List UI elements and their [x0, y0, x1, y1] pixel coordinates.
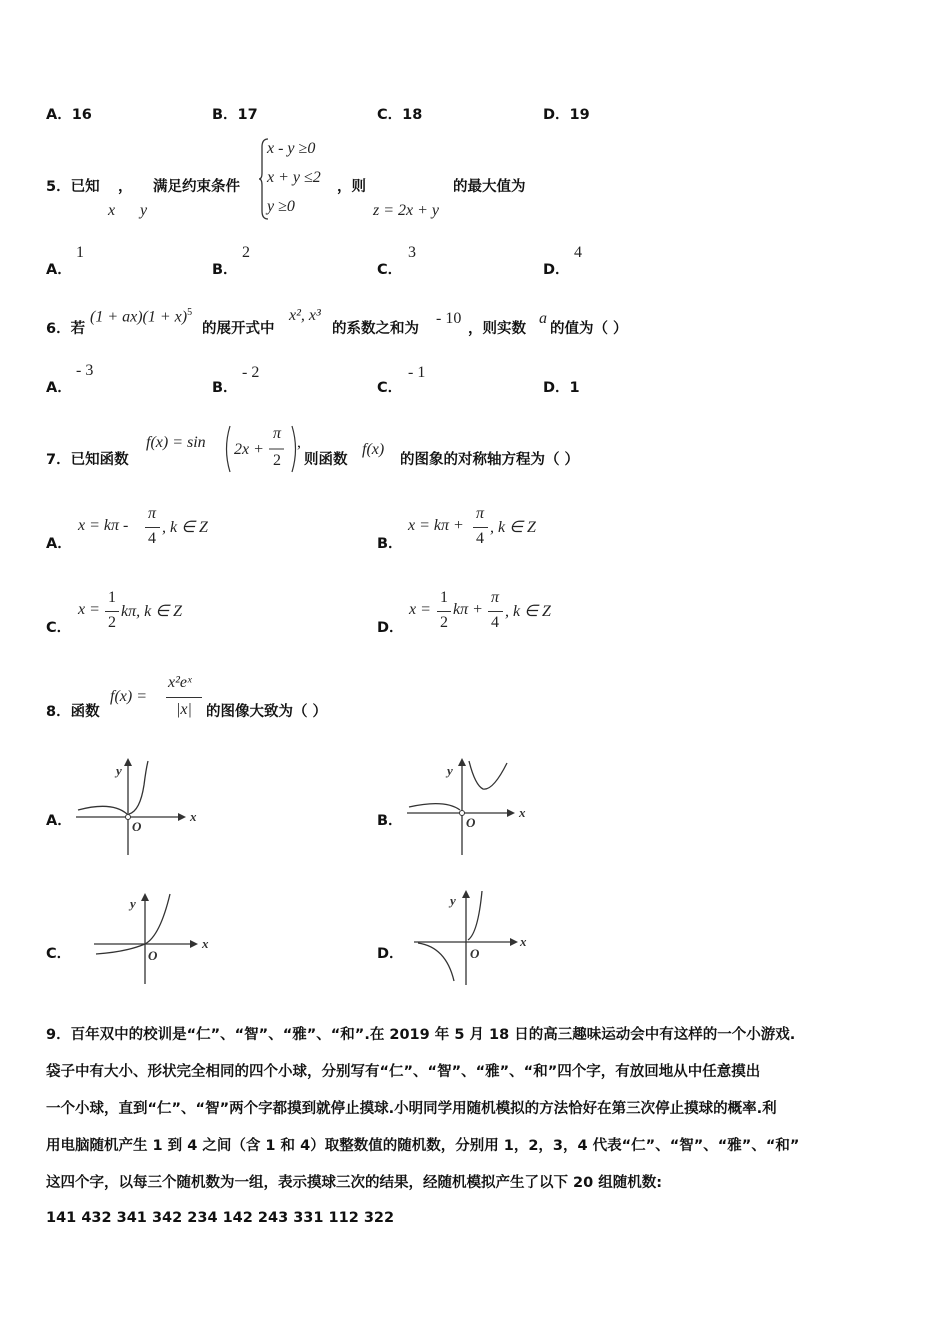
- q8-d-origin: O: [470, 946, 480, 961]
- q8-numer: x²eˣ: [168, 674, 192, 691]
- q6-expr: $(1 + ax)(1 + x)^5$: [90, 307, 193, 326]
- q9-line-2: 袋子中有大小、形状完全相同的四个小球，分别写有“仁”、“智”、“雅”、“和”四个字，有放回地从中任意摸出: [46, 1064, 761, 1080]
- q7-option-d: D．: [377, 620, 404, 636]
- q6-option-c: C．: [377, 380, 403, 396]
- q9-line-4: 用电脑随机产生 1 到 4 之间（含 1 和 4）取整数值的随机数，分别用 1，2，3，4 代表“仁”、“智”、“雅”、“和”: [46, 1138, 800, 1154]
- q7-d-den2: 4: [491, 614, 499, 631]
- q7-d-fraction-bar-2: [488, 611, 503, 612]
- q5-option-c: C．: [377, 262, 403, 278]
- q8-c-origin: O: [148, 948, 158, 963]
- q4-option-d: D．19: [543, 107, 590, 123]
- q5-value-c: 3: [408, 244, 416, 261]
- q7-pi: π: [273, 425, 282, 442]
- q5-option-a: A．: [46, 262, 72, 278]
- q5-constraint-3: y ≥0: [267, 198, 295, 215]
- q7-d-mid: kπ +: [453, 601, 483, 618]
- q6-option-d: D．1: [543, 380, 580, 396]
- q7-d-right: , k ∈ Z: [505, 603, 551, 620]
- q6-value-b: - 2: [242, 364, 260, 381]
- q8-graph-b: [403, 755, 533, 860]
- q8-graph-c: [90, 888, 215, 988]
- q7-c-fraction-bar: [105, 611, 119, 612]
- q7-tail: ,: [297, 434, 301, 451]
- q9-line-1: 9．百年双中的校训是“仁”、“智”、“雅”、“和”.在 2019 年 5 月 18 日的高三趣味运动会中有这样的一个小游戏.: [46, 1027, 796, 1043]
- q5-value-d: 4: [574, 244, 582, 261]
- q9-line-5: 这四个字，以每三个随机数为一组，表示摸球三次的结果，经随机模拟产生了以下 20 组随机数:: [46, 1175, 663, 1191]
- q5-option-b: B．: [212, 262, 238, 278]
- q8-stem-end: 的图像大致为（ ）: [206, 704, 328, 720]
- q5-stem-mid: 满足约束条件: [153, 179, 240, 195]
- q8-graph-d: [410, 885, 535, 990]
- q7-arg-left: 2x +: [234, 441, 264, 458]
- q8-fraction-bar: [166, 697, 202, 698]
- q8-denom: |x|: [176, 701, 192, 718]
- q7-b-num: π: [476, 505, 485, 522]
- q7-d-num2: π: [491, 589, 500, 606]
- q4-option-c: C．18: [377, 107, 423, 123]
- q7-d-num: 1: [440, 589, 448, 606]
- q5-stem-then: ，则: [337, 179, 366, 195]
- q7-d-fraction-bar: [437, 611, 451, 612]
- q6-value-c: - 1: [408, 364, 426, 381]
- q7-b-fraction-bar: [473, 527, 488, 528]
- q8-d-axis-y: y: [450, 893, 456, 908]
- q8-a-axis-y: y: [116, 763, 122, 778]
- q8-stem-num: 8．函数: [46, 704, 100, 720]
- q5-value-a: 1: [76, 244, 84, 261]
- q8-b-axis-y: y: [447, 763, 453, 778]
- q4-option-a: A．16: [46, 107, 92, 123]
- q8-option-b: B．: [377, 813, 403, 829]
- q7-b-right: , k ∈ Z: [490, 519, 536, 536]
- q8-option-a: A．: [46, 813, 72, 829]
- q6-expr-exponent: 5: [187, 307, 193, 318]
- q5-constraint-1: x - y ≥0: [267, 140, 316, 157]
- q6-option-a: A．: [46, 380, 72, 396]
- q7-d-den: 2: [440, 614, 448, 631]
- q7-stem-mid: 则函数: [304, 452, 348, 468]
- q8-d-axis-x: x: [520, 934, 527, 949]
- q6-stem-mid: 的展开式中: [202, 321, 275, 337]
- q5-comma: ，: [118, 179, 133, 195]
- q7-c-left: x =: [78, 601, 100, 618]
- q7-option-b: B．: [377, 536, 403, 552]
- q8-c-axis-y: y: [130, 896, 136, 911]
- q5-stem-end: 的最大值为: [453, 179, 526, 195]
- q8-option-c: C．: [46, 946, 72, 962]
- q7-option-a: A．: [46, 536, 72, 552]
- q6-terms: x², x³: [289, 307, 321, 324]
- q6-sum-value: - 10: [436, 310, 462, 327]
- q8-option-d: D．: [377, 946, 404, 962]
- q9-line-3: 一个小球，直到“仁”、“智”两个字都摸到就停止摸球.小明同学用随机模拟的方法恰好在第三次停止摸球的概率.利: [46, 1101, 777, 1117]
- q8-b-axis-x: x: [519, 805, 526, 820]
- q7-stem-num: 7．已知函数: [46, 452, 129, 468]
- q4-option-b: B．17: [212, 107, 258, 123]
- q8-graph-a: [72, 755, 202, 860]
- q7-two: 2: [273, 452, 281, 469]
- q6-option-b: B．: [212, 380, 238, 396]
- q5-var-y: y: [140, 202, 148, 219]
- q8-func: f(x) =: [110, 688, 147, 705]
- q7-a-den: 4: [148, 530, 156, 547]
- q5-option-d: D．: [543, 262, 570, 278]
- q7-c-den: 2: [108, 614, 116, 631]
- q5-var-x: x: [108, 202, 116, 219]
- q7-a-right: , k ∈ Z: [162, 519, 208, 536]
- q6-stem-num: 6．若: [46, 321, 86, 337]
- q8-b-origin: O: [466, 815, 476, 830]
- q6-var-a: a: [539, 310, 547, 327]
- q8-a-origin: O: [132, 819, 142, 834]
- q7-b-den: 4: [476, 530, 484, 547]
- q5-objective: z = 2x + y: [373, 202, 440, 219]
- q7-a-fraction-bar: [145, 527, 160, 528]
- q7-a-left: x = kπ -: [78, 517, 129, 534]
- q6-stem-then: ，则实数: [468, 321, 526, 337]
- q6-stem-end: 的值为（ ）: [550, 321, 628, 337]
- q7-a-num: π: [148, 505, 157, 522]
- q7-stem-end: 的图象的对称轴方程为（ ）: [400, 452, 580, 468]
- q7-b-left: x = kπ +: [408, 517, 464, 534]
- q5-constraint-2: x + y ≤2: [267, 169, 321, 186]
- q7-d-left: x =: [409, 601, 431, 618]
- q7-c-right: kπ, k ∈ Z: [121, 603, 183, 620]
- q6-value-a: - 3: [76, 362, 94, 379]
- q6-stem-sum: 的系数之和为: [332, 321, 419, 337]
- q9-random-numbers: 141 432 341 342 234 142 243 331 112 322: [46, 1210, 395, 1226]
- q5-value-b: 2: [242, 244, 250, 261]
- q7-func: f(x) = sin: [146, 434, 206, 451]
- q7-option-c: C．: [46, 620, 72, 636]
- q5-stem-num: 5．已知: [46, 179, 100, 195]
- q8-a-axis-x: x: [190, 809, 197, 824]
- q8-c-axis-x: x: [202, 936, 209, 951]
- q7-func2: f(x): [362, 441, 385, 458]
- q7-c-num: 1: [108, 589, 116, 606]
